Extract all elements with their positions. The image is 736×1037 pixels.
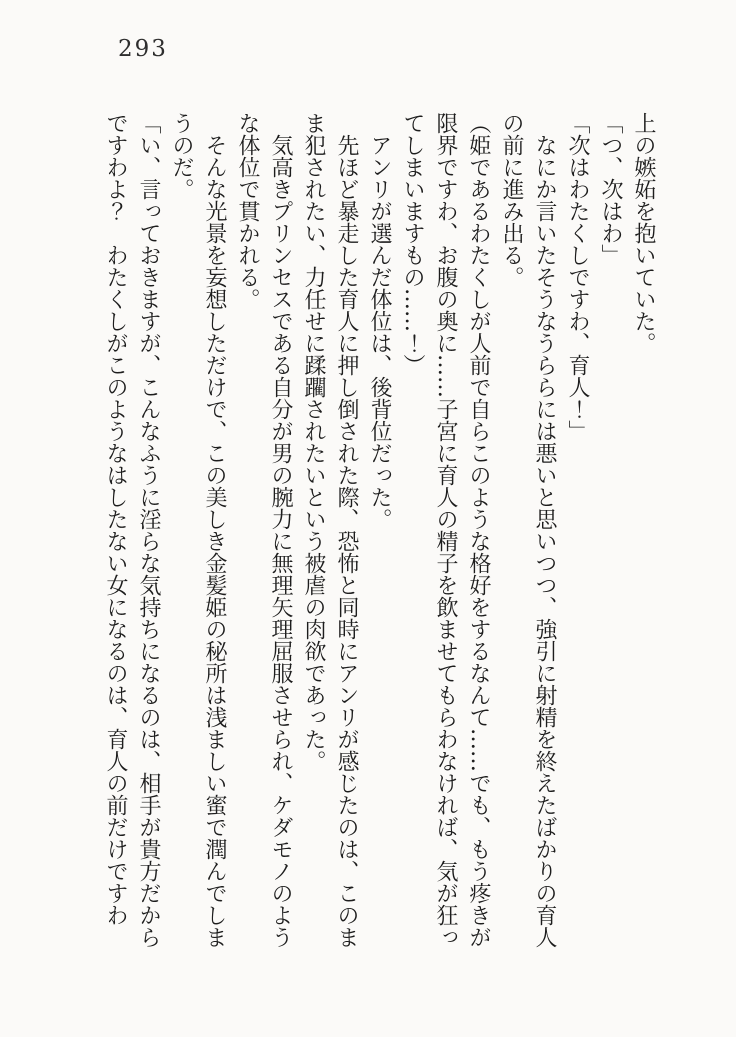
page-number: 293 <box>118 36 168 62</box>
text-line: な体位で貫かれる。 <box>235 112 260 310</box>
text-line: （姫であるわたくしが人前で自らこのような格好をするなんて……でも、もう疼きが <box>466 112 491 948</box>
text-line: ですわよ？ わたくしがこのようなはしたない女になるのは、育人の前だけですわ <box>103 112 128 926</box>
text-line: 「い、言っておきますが、こんなふうに淫らな気持ちになるのは、相手が貴方だから <box>136 112 161 948</box>
text-line: 気高きプリンセスである自分が男の腕力に無理矢理屈服させられ、ケダモノのよう <box>268 134 293 948</box>
vertical-text-block <box>99 112 660 950</box>
text-line: 「次はわたくしですわ、育人！」 <box>565 112 590 442</box>
text-line: 「つ、次はわ」 <box>598 112 623 266</box>
text-line: 上の嫉妬を抱いていた。 <box>631 112 656 354</box>
text-line: うのだ。 <box>169 112 194 200</box>
text-line: てしまいますもの……！） <box>400 112 425 376</box>
text-line: ま犯されたい、力任せに蹂躙されたいという被虐の肉欲であった。 <box>301 112 326 772</box>
text-line: なにか言いたそうなうららには悪いと思いつつ、強引に射精を終えたばかりの育人 <box>532 134 557 948</box>
text-line: アンリが選んだ体位は、後背位だった。 <box>367 134 392 530</box>
text-line: 先ほど暴走した育人に押し倒された際、恐怖と同時にアンリが感じたのは、このま <box>334 134 359 948</box>
text-line: の前に進み出る。 <box>499 112 524 288</box>
text-line: そんな光景を妄想しただけで、この美しき金髪姫の秘所は浅ましい蜜で潤んでしま <box>202 134 227 948</box>
text-line: 限界ですわ、お腹の奥に……子宮に育人の精子を飲ませてもらわなければ、気が狂っ <box>433 112 458 948</box>
